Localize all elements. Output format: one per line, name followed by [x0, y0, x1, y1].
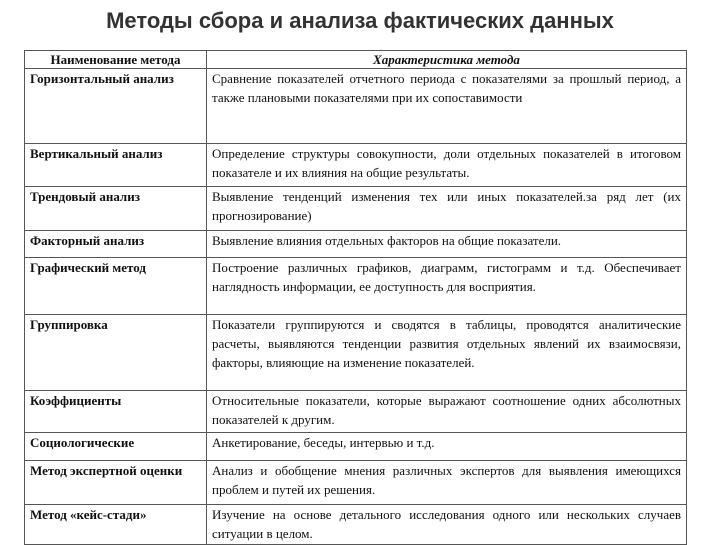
table-row [25, 187, 687, 231]
method-description: Относительные показатели, которые выражают соотношение одних абсолютных показателей к другим. [207, 391, 687, 433]
method-description: Сравнение показателей отчетного периода с показателями за прошлый период, а также плановыми показателями при их сопоставимости [207, 69, 687, 144]
method-description: Анкетирование, беседы, интервью и т.д. [207, 433, 687, 461]
method-name: Социологические [25, 433, 207, 461]
table-row [25, 231, 687, 258]
method-description: Определение структуры совокупности, доли отдельных показателей в итоговом показателе и их влияния на общие результаты. [207, 144, 687, 187]
table-row [25, 144, 687, 187]
method-description: Изучение на основе детального исследования одного или нескольких случаев ситуации в целом. [207, 505, 687, 545]
method-name: Метод экспертной оценки [25, 461, 207, 505]
method-description: Выявление тенденций изменения тех или иных показателей.за ряд лет (их прогнозирование) [207, 187, 687, 231]
table-row [25, 505, 687, 545]
slide-title: Методы сбора и анализа фактических данных [106, 8, 614, 33]
method-name: Горизонтальный анализ [25, 69, 207, 144]
table-row [25, 258, 687, 315]
table-row [25, 391, 687, 433]
header-method-characteristic: Характеристика метода [207, 51, 687, 69]
method-name: Метод «кейс-стади» [25, 505, 207, 545]
method-name: Коэффициенты [25, 391, 207, 433]
method-name: Трендовый анализ [25, 187, 207, 231]
method-description: Анализ и обобщение мнения различных экспертов для выявления имеющихся проблем и путей их решения. [207, 461, 687, 505]
method-description: Показатели группируются и сводятся в таблицы, проводятся аналитические расчеты, выявляются тенденции развития отдельных явлений их взаимосвязи, факторы, влияющие на изменение показателей. [207, 315, 687, 391]
method-description: Построение различных графиков, диаграмм, гистограмм и т.д. Обеспечивает наглядность информации, ее доступность для восприятия. [207, 258, 687, 315]
method-name: Графический метод [25, 258, 207, 315]
methods-table [24, 50, 687, 545]
table-row [25, 433, 687, 461]
table-row [25, 69, 687, 144]
table-header-row [25, 51, 687, 69]
header-method-name: Наименование метода [25, 51, 207, 69]
method-name: Факторный анализ [25, 231, 207, 258]
method-name: Группировка [25, 315, 207, 391]
table-row [25, 461, 687, 505]
method-description: Выявление влияния отдельных факторов на общие показатели. [207, 231, 687, 258]
method-name: Вертикальный анализ [25, 144, 207, 187]
table-row [25, 315, 687, 391]
